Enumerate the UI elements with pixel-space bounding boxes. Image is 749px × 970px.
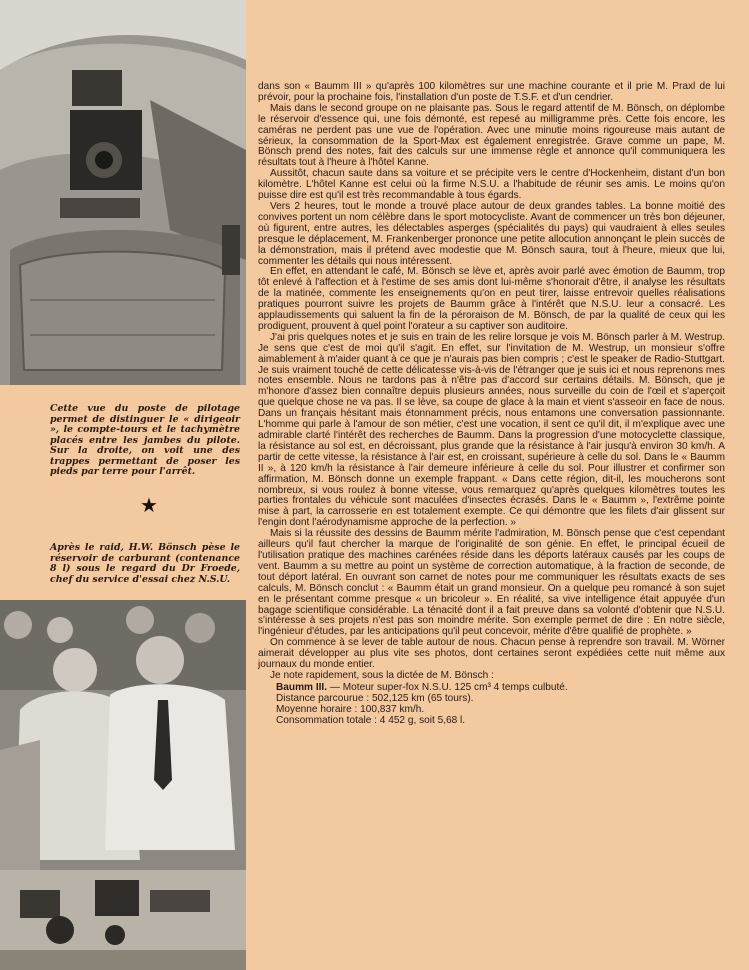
article-paragraph: On commence à se lever de table autour de nous. Chacun pense à reprendre son travail. M. Wörner aimerait développer au plus vite ses photos, dont certaines seront expédiées cette nuit même aux journaux du monde entier. — [258, 637, 725, 671]
fuel-weighing-photo — [0, 600, 246, 970]
raid-caption: Après le raid, H.W. Bönsch pèse le réservoir de carburant (contenance 8 l) sous le regard du Dr Froede, chef du service d'essai chez N.S.U. — [50, 542, 240, 585]
fuel-weighing-photo-image — [0, 600, 246, 970]
article-body — [258, 82, 725, 726]
article-paragraph: Aussitôt, chacun saute dans sa voiture et se précipite vers le centre d'Hockenheim, distant d'un bon kilomètre. L'hôtel Kanne est celui où la firme N.S.U. a l'habitude de réunir ses amis. Le moins qu'on puisse dire est qu'il est très recommandable à tous égards. — [258, 168, 725, 202]
engine-spec: — Moteur super-fox N.S.U. 125 cm³ 4 temps culbuté. — [327, 681, 568, 693]
article-paragraph: J'ai pris quelques notes et je suis en train de les relire lorsque je vois M. Bönsch parler à M. Westrup. Je sens que c'est de moi qu'il s'agit. En effet, sur l'invitation de M. Westrup, un monsieur s'offre aimablement à m'aider quant à ce que je n'aurais pas bien compris ; c'est le speaker de Radio-Stuttgart. Je suis vraiment touché de cette délicatesse vis-à-vis de l'étranger que je suis ici et nous reprenons mes notes ensemble. Nous ne tardons pas à n'être pas d'accord sur certains détails. M. Bönsch, que je m'honore d'assez bien connaître depuis plusieurs années, nous surveille du coin de l'œil et s'aperçoit que quelque chose ne va pas. Il se lève, sa coupe de glace à la main et vient s'asseoir en face de nous. Dans un français hésitant mais étonnamment précis, nous entamons une conversation passionnante. L'homme qui parle à l'amour de son métier, c'est une vocation, il sent ce qu'il dit, il m'explique avec une admirable clarté l'intérêt des recherches de Baumm. Dans la progression d'une motocyclette classique, la résistance au sol est, en décroissant, plus grande que la résistance à l'air jusqu'à environ 30 km/h. A partir de cette vitesse, la résistance à l'air est, en croissant, supérieure à celle du sol. Dans le « Baumm II », à 120 km/h la résistance à l'air demeure inférieure à celle du sol. Pour illustrer et confirmer son affirmation, M. Bönsch donne un exemple frappant. « Dans cette région, dit-il, les moucherons sont nombreux, si vous roulez à bonne vitesse, vous remarquez qu'après quelques kilomètres toutes les parties frontales du véhicule sont maculées d'insectes écrasés. Dans le « Baumm », l'extrême pointe mise à part, la carrosserie en est totalement exempte. Ce qui démontre que les filets d'air glissent sur l'engin dont l'aérodynamisme approche de la perfection. » — [258, 331, 725, 529]
article-paragraph: Je note rapidement, sous la dictée de M. Bönsch : — [270, 669, 494, 681]
article-paragraph: Mais si la réussite des dessins de Baumm mérite l'admiration, M. Bönsch pense que c'est cependant ailleurs qu'il faut chercher la marque de l'originalité de son génie. En effet, le principal écueil de l'utilisation pratique des machines carénées réside dans les déports latéraux causés par les coups de vent. Baumm a su mettre au point un système de correction automatique, à la fraction de seconde, de tout déport latéral. En ouvrant son carnet de notes pour me communiquer les résultats exacts de ses calculs, M. Bönsch conclut : « Baumm était un grand monsieur. On a quelque peu romancé à son sujet en le présentant comme presque « un bricoleur ». En réalité, sa vive intelligence était appuyée d'un bagage scientifique considérable. La ténacité dont il a fait preuve dans sa volonté d'obtenir que N.S.U. s'intéresse à ses projets n'est pas son moindre mérite. Son exemple permet de dire : En notre siècle, l'ingénieur d'études, par les anticipations qu'il peut concevoir, mérite d'être qualifié de prophète. » — [258, 528, 725, 638]
article-paragraph: dans son « Baumm III » qu'après 100 kilomètres sur une machine courante et il prie M. Praxl de lui prévoir, pour la prochaine fois, l'installation d'un poste de T.S.F. et d'un cendrier. — [258, 81, 725, 103]
results-block — [258, 683, 725, 727]
speed-line: Moyenne horaire : 100,837 km/h. — [276, 703, 425, 715]
car-name: Baumm III. — [276, 681, 328, 693]
article-paragraph: Vers 2 heures, tout le monde a trouvé place autour de deux grandes tables. La bonne moitié des convives portent un nom célèbre dans le sport motocycliste. Avant de commencer un très bon déjeuner, où figurent, entre autres, les délectables asperges (spécialités du pays) qui vaudraient à elles seules presque le déplacement, M. Frankenberger prononce une petite allocution annonçant le plein succès de la démonstration, mais il prétend avec modestie que M. Bönsch saura, tout à l'heure, mieux que lui, commenter les détails qui nous intéressent. — [258, 200, 725, 267]
consumption-line: Consommation totale : 4 452 g, soit 5,68 l. — [276, 714, 466, 726]
cockpit-photo — [0, 0, 246, 385]
article-paragraph: Mais dans le second groupe on ne plaisante pas. Sous le regard attentif de M. Bönsch, on déplombe le réservoir d'essence qui, une fois démonté, est repesé au milligramme près. Cette fois encore, les caméras ne perdent pas une vue de l'opération. Avec une minutie moins rigoureuse mais autant de sérieux, la consommation de la Sport-Max est également enregistrée. Grave comme un pape, M. Bönsch prend des notes, fait des calculs sur une immense règle et annonce qu'il communiquera les résultats tout à l'heure à l'hôtel Kanne. — [258, 102, 725, 169]
cockpit-caption: Cette vue du poste de pilotage permet de distinguer le « dirigeoir », le compte-tours et le tachymètre placés entre les jambes du pilote. Sur la droite, on voit une des trappes permettant de poser les pieds par terre pour l'arrêt. — [50, 403, 240, 477]
article-paragraph: En effet, en attendant le café, M. Bönsch se lève et, après avoir parlé avec émotion de Baumm, trop tôt enlevé à l'affection et à l'estime de ses amis dont lui-même s'honorait d'être, il analyse les résultats de la matinée, commente les enseignements qu'on en peut tirer, laisse entrevoir quelles réalisations pratiques pourront suivre les projets de Baumm grâce à l'intérêt que N.S.U. leur a consacré. Les applaudissements qui saluent la fin de la péroraison de M. Bönsch, de par la qualité de ceux qui les prodiguent, prouvent à quel point l'orateur a su captiver son auditoire. — [258, 266, 725, 332]
star-separator-icon: ★ — [140, 495, 158, 517]
distance-line: Distance parcourue : 502,125 km (65 tours). — [276, 692, 474, 704]
cockpit-photo-image — [0, 0, 246, 385]
